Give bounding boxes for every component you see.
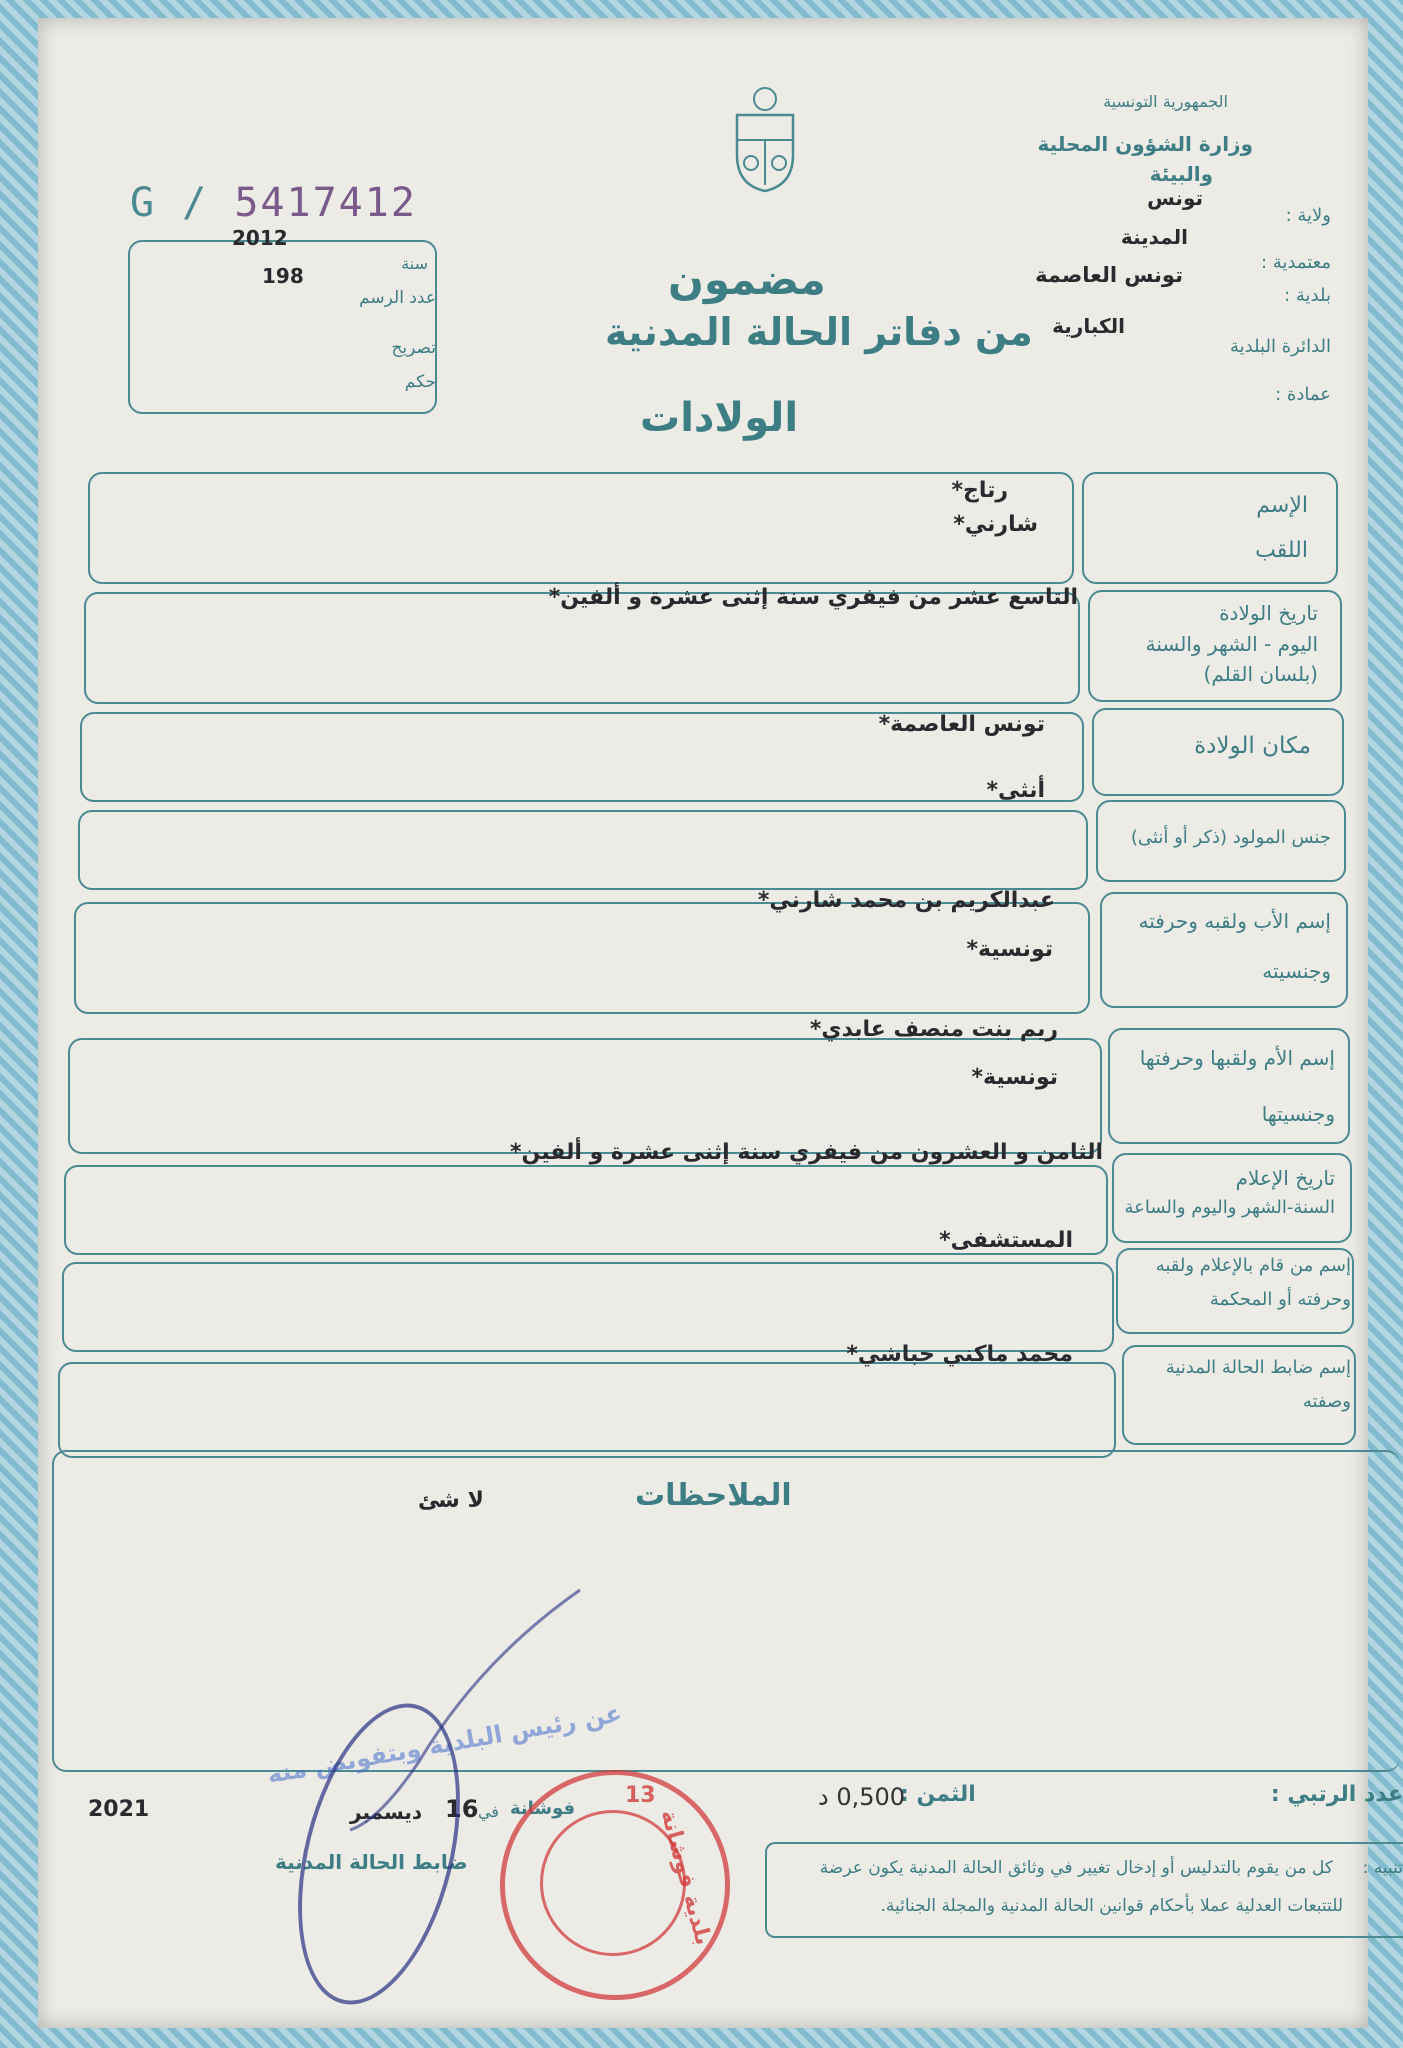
birthdate-words-label: (بلسان القلم) [1203, 662, 1318, 686]
remarks-value: لا شئ [418, 1488, 484, 1513]
officer-label: إسم ضابط الحالة المدنية [1165, 1357, 1351, 1378]
title-madmoun: مضمون [668, 255, 826, 304]
warning-text-2: للتتبعات العدلية عملا بأحكام قوانين الحالة المدنية والمجلة الجنائية. [880, 1896, 1343, 1916]
registration-number: 198 [262, 264, 304, 288]
republic-title: الجمهورية التونسية [1103, 92, 1228, 111]
row-name-label-box [1082, 472, 1338, 584]
warning-text-1: كل من يقوم بالتدليس أو إدخال تغيير في وثائق الحالة المدنية يكون عرضة [819, 1858, 1333, 1878]
delegation-value: المدينة [1120, 225, 1188, 249]
remarks-label: الملاحظات [635, 1478, 792, 1513]
birthplace-value: تونس العاصمة* [878, 712, 1045, 737]
omda-label: عمادة : [1275, 384, 1331, 405]
row-mother-value-box [68, 1038, 1102, 1154]
declaration-date-value: الثامن و العشرون من فيفري سنة إثنى عشرة و ألفين* [510, 1140, 1103, 1165]
judgment-label: حكم [404, 372, 436, 392]
state-value: تونس [1147, 186, 1203, 210]
birthdate-format-label: اليوم - الشهر والسنة [1145, 632, 1318, 656]
mother-value: ريم بنت منصف عابدي* [809, 1017, 1058, 1042]
stamp-number: 13 [625, 1783, 656, 1808]
sex-value: أنثى* [986, 778, 1045, 803]
birthdate-value: التاسع عشر من فيفري سنة إثنى عشرة و ألفين* [548, 585, 1078, 610]
warning-box [765, 1842, 1403, 1938]
delegation-label: معتمدية : [1260, 252, 1331, 273]
name-label: الإسم [1256, 493, 1308, 518]
issue-place: فوشانة [510, 1798, 576, 1819]
name-value: رتاج* [951, 478, 1008, 503]
declarant-label: إسم من قام بالإعلام ولقبه [1155, 1255, 1351, 1276]
officer-title-label: وصفته [1302, 1391, 1351, 1412]
ministry-title-2: والبيئة [1149, 162, 1213, 186]
civil-officer-title: ضابط الحالة المدنية [275, 1850, 468, 1874]
row-name-value-box [88, 472, 1074, 584]
tunisia-coat-of-arms-icon [725, 85, 805, 195]
delegation-stamp: عن رئيس البلدية وبتفويض منه [265, 1699, 624, 1789]
row-officer-value-box [58, 1362, 1116, 1458]
district-label: الدائرة البلدية [1229, 336, 1331, 357]
order-number-label: عدد الرتبي : [1270, 1782, 1403, 1807]
registration-year-label: سنة [401, 254, 428, 273]
state-label: ولاية : [1285, 205, 1331, 226]
serial-number [130, 180, 417, 226]
row-father-value-box [74, 902, 1090, 1014]
birthplace-label: مكان الولادة [1194, 733, 1311, 759]
ministry-title: وزارة الشؤون المحلية [1037, 132, 1253, 156]
serial-value: 5417412 [234, 180, 417, 226]
surname-value: شارني* [953, 512, 1038, 537]
father-label: إسم الأب ولقبه وحرفته [1138, 909, 1331, 933]
father-value: عبدالكريم بن محمد شارني* [757, 888, 1055, 913]
day-prefix: في [478, 1802, 499, 1821]
mother-nationality-value: تونسية* [971, 1065, 1058, 1090]
surname-label: اللقب [1255, 538, 1308, 563]
registration-number-label: عدد الرسم [359, 288, 436, 308]
birthdate-label: تاريخ الولادة [1219, 601, 1318, 625]
title-registers: من دفاتر الحالة المدنية [605, 310, 1033, 354]
stamp-text: بلدية فوشانة [655, 1807, 716, 1948]
municipality-value: تونس العاصمة [1035, 263, 1183, 287]
warning-label: تنبيه : [1362, 1858, 1403, 1878]
father-nationality-value: تونسية* [966, 937, 1053, 962]
issue-day: 16 [445, 1795, 479, 1823]
officer-value: محمد ماكني حباشي* [846, 1342, 1073, 1367]
declaration-date-format-label: السنة-الشهر واليوم والساعة [1124, 1197, 1335, 1218]
row-sex-value-box [78, 810, 1088, 890]
issue-month: ديسمبر [350, 1800, 423, 1824]
declarant-job-label: وحرفته أو المحكمة [1209, 1289, 1351, 1310]
issue-year: 2021 [88, 1797, 150, 1822]
municipality-label: بلدية : [1284, 285, 1331, 306]
district-value: الكبارية [1052, 314, 1125, 338]
father-nationality-label: وجنسيته [1262, 959, 1331, 983]
row-declarant-value-box [62, 1262, 1114, 1352]
declaration-label: تصريح [391, 338, 436, 358]
price-value: 0,500 د [818, 1783, 906, 1811]
signature-stroke-icon [330, 1580, 590, 1840]
price-label: الثمن : [900, 1782, 976, 1807]
serial-prefix: G / [130, 180, 209, 226]
registration-year: 2012 [232, 226, 288, 250]
declarant-value: المستشفى* [939, 1228, 1073, 1253]
mother-nationality-label: وجنسيتها [1261, 1102, 1335, 1126]
mother-label: إسم الأم ولقبها وحرفتها [1139, 1046, 1335, 1070]
title-births: الولادات [640, 395, 799, 441]
sex-label: جنس المولود (ذكر أو أنثى) [1130, 827, 1331, 848]
declaration-date-label: تاريخ الإعلام [1235, 1166, 1335, 1190]
